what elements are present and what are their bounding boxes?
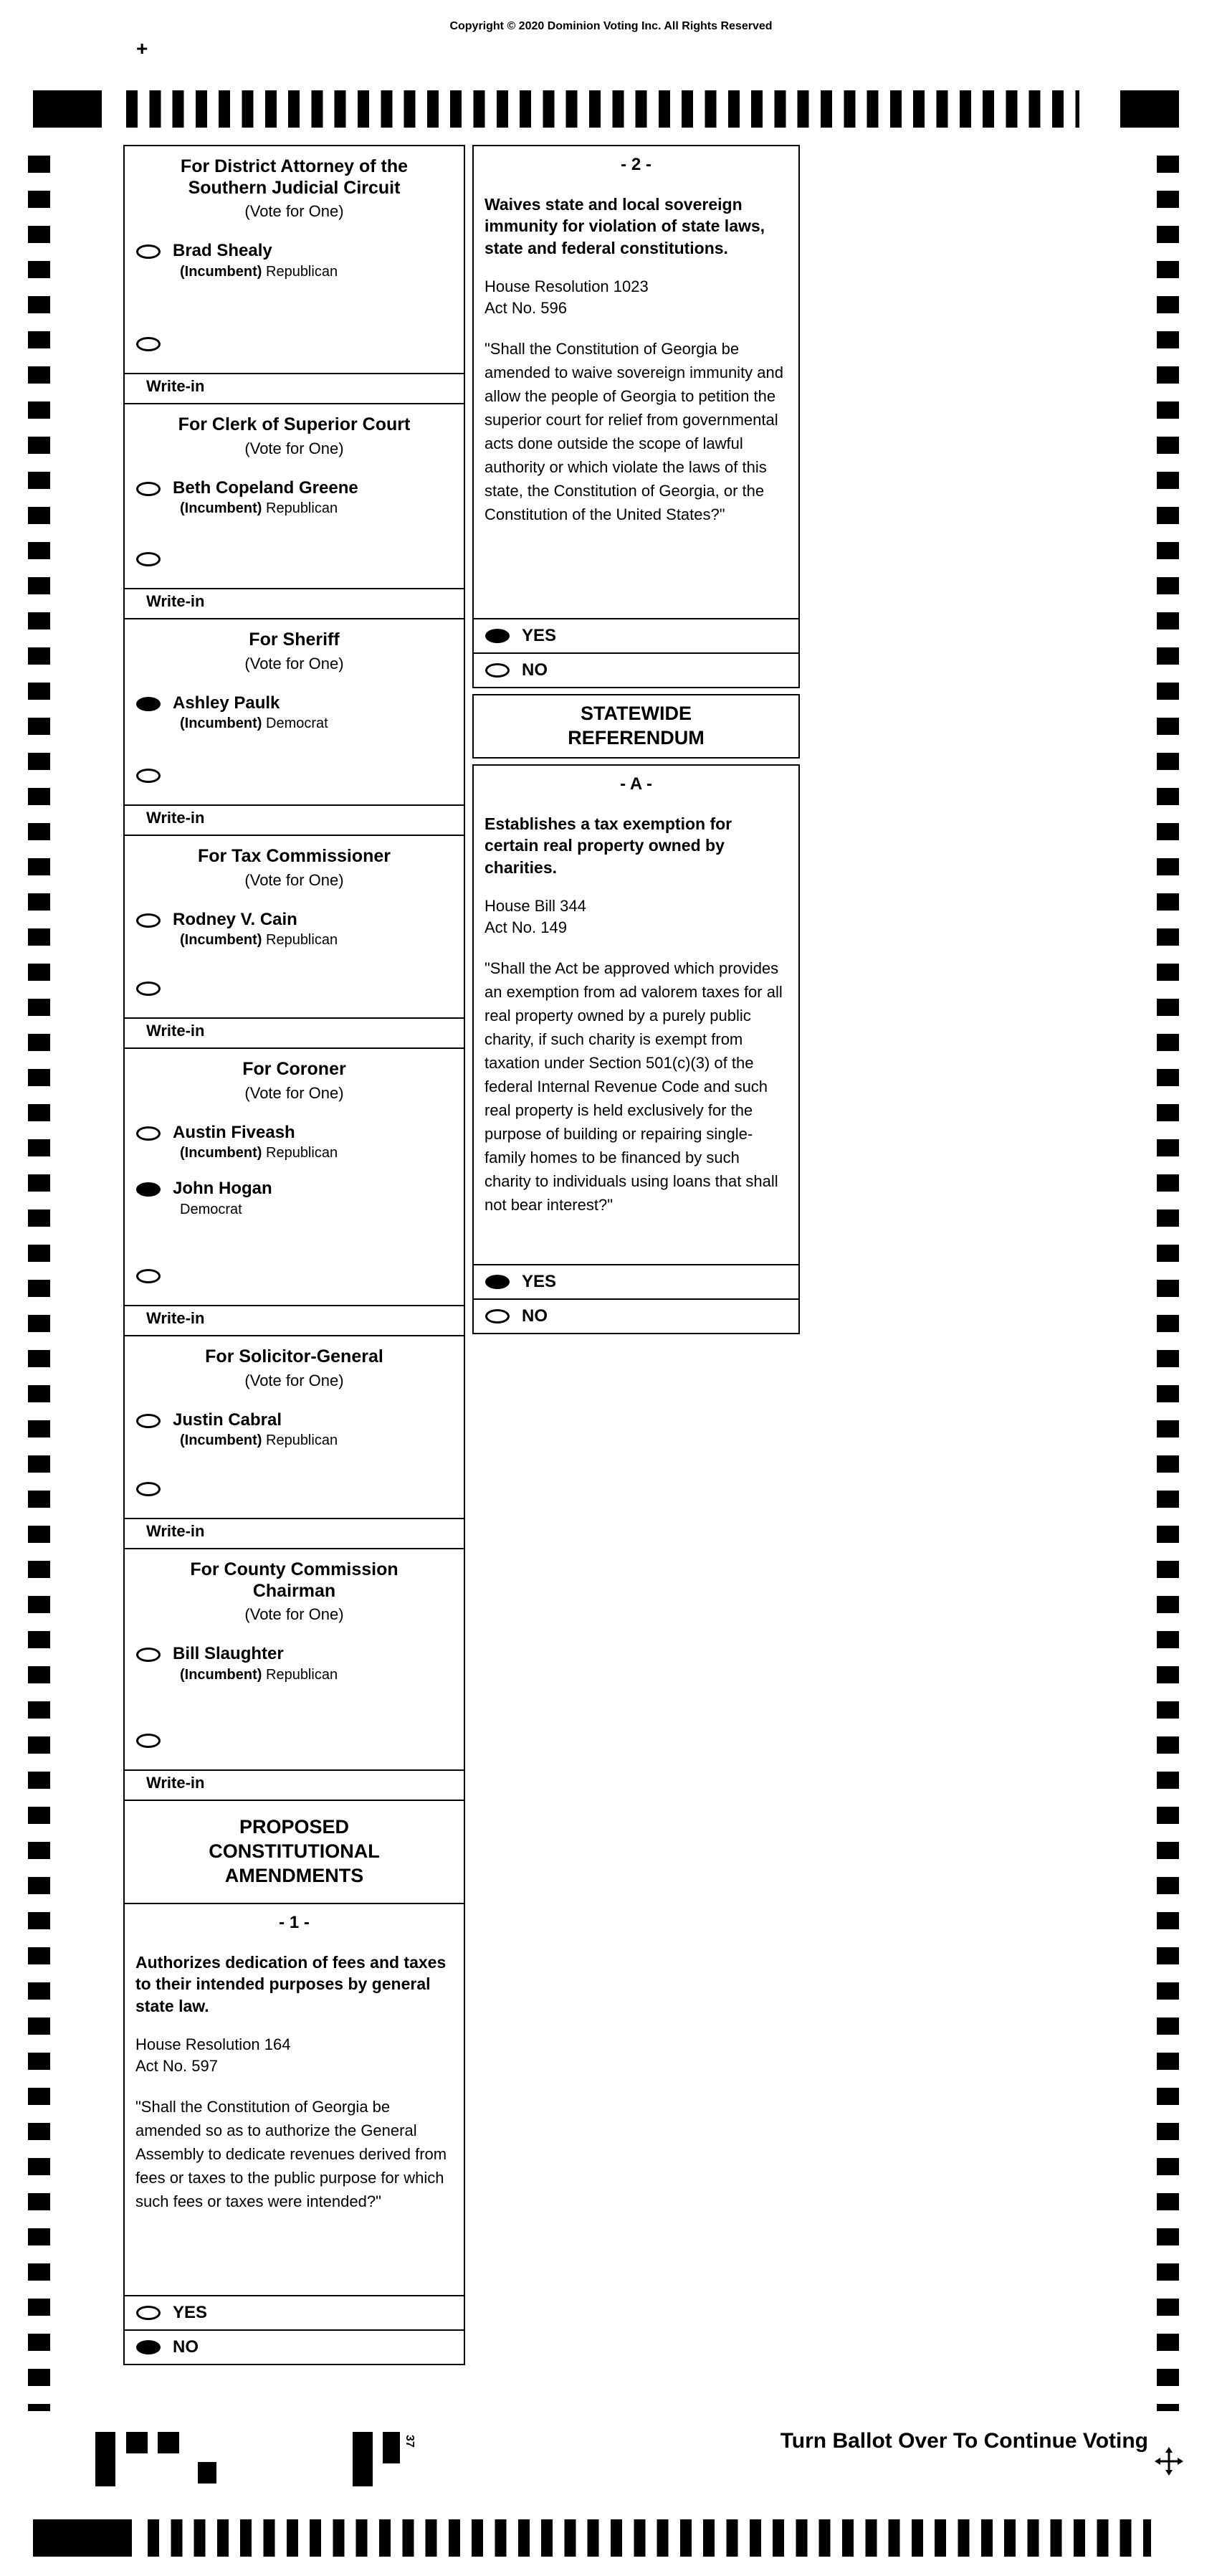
write-in-label: Write-in [146,809,205,827]
amendments-section-header [125,1801,464,1904]
write-in-oval[interactable] [136,552,161,566]
write-in-label: Write-in [146,1022,205,1040]
candidate-incumbent-label: (Incumbent) [180,1432,262,1449]
candidate-oval[interactable] [136,913,161,928]
measure-references [125,2034,464,2076]
candidate-name: Austin Fiveash [173,1122,295,1142]
choice-yes-row [474,618,798,652]
candidate-row [125,1179,464,1218]
candidate-incumbent-label: (Incumbent) [180,1145,262,1161]
vote-for-label: (Vote for One) [244,654,344,672]
measure-question: "Shall the Constitution of Georgia be amended to waive sovereign immunity and allow the people of Georgia to petition the superior court for relief from governmental acts done outside the scope of lawful authority or which violate the laws of this state, the Constitution of Georgia, or the Constitution of the United States?" [484,340,784,524]
candidate-party: Republican [266,932,338,949]
timing-marks-bottom [148,2519,1151,2557]
vote-for-label: (Vote for One) [244,439,344,457]
write-in-oval[interactable] [136,982,161,996]
write-in-oval-row [125,748,464,783]
no-label: NO [173,2337,199,2357]
candidate-party: Republican [266,263,338,280]
candidate-incumbent-label: (Incumbent) [180,1666,262,1683]
section-header-title: PROPOSED CONSTITUTIONAL AMENDMENTS [209,1816,380,1886]
write-in-row[interactable] [125,1305,464,1335]
candidate-party-line [173,716,328,732]
measure-references [474,276,798,318]
candidate-incumbent-label: (Incumbent) [180,716,262,732]
yes-label: YES [522,626,557,645]
candidate-row [125,1644,464,1683]
alignment-cross-icon [1152,2445,1185,2478]
measure-referendum-a [472,764,800,1334]
yes-oval[interactable] [485,1275,510,1289]
measure-question: "Shall the Constitution of Georgia be amended so as to authorize the General Assembly to dedicate revenues derived from fees or taxes to the public purpose for which such fees or taxes were intended?" [135,2098,447,2211]
choice-yes-row [474,1264,798,1298]
measure-summary: Establishes a tax exemption for certain real property owned by charities. [484,814,732,877]
write-in-oval[interactable] [136,1734,161,1748]
write-in-oval[interactable] [136,1269,161,1283]
contest-solicitor-general [125,1336,464,1549]
write-in-oval[interactable] [136,769,161,783]
write-in-oval[interactable] [136,337,161,351]
candidate-incumbent-label: (Incumbent) [180,500,262,517]
candidate-party-line [173,932,338,949]
write-in-oval-row [125,1461,464,1496]
candidate-oval[interactable] [136,1126,161,1141]
measure-number: - A - [620,774,652,794]
candidate-name: John Hogan [173,1179,272,1199]
timing-marks-right [1157,156,1179,2411]
stub-mark [383,2432,400,2463]
write-in-label: Write-in [146,1522,205,1540]
contest-title: For Coroner [242,1059,346,1079]
write-in-oval[interactable] [136,1482,161,1496]
stub-mark [126,2432,148,2453]
write-in-oval-row [125,316,464,351]
measure-amendment-1 [125,1904,464,2364]
candidate-name: Bill Slaughter [173,1644,284,1663]
write-in-label: Write-in [146,1774,205,1792]
write-in-label: Write-in [146,377,205,395]
measure-summary: Authorizes dedication of fees and taxes to their intended purposes by general state law. [135,1953,447,2015]
vote-for-label: (Vote for One) [244,1083,344,1102]
candidate-party-line [173,1667,338,1683]
contest-county-commission-chairman [125,1549,464,1801]
measure-ref-act: Act No. 149 [484,918,567,936]
timing-marks-top [126,90,1079,128]
measure-number: - 1 - [279,1913,310,1932]
contest-title: For Tax Commissioner [197,846,391,866]
timing-mark-block-top-left [33,90,102,128]
contest-title: For Solicitor-General [205,1346,383,1367]
stub-mark [95,2432,115,2486]
candidate-oval[interactable] [136,697,161,711]
candidate-incumbent-label: (Incumbent) [180,263,262,280]
measure-ref-resolution: House Resolution 164 [135,2035,291,2054]
stub-mark [198,2462,216,2484]
choice-no-row [474,1298,798,1333]
contest-title: For Sheriff [249,629,340,650]
candidate-name: Brad Shealy [173,241,272,260]
candidate-party: Republican [266,1432,338,1449]
yes-label: YES [522,1272,557,1291]
ballot-column-left [123,145,465,2365]
stub-mark [158,2432,179,2453]
candidate-row [125,1410,464,1450]
no-oval[interactable] [485,1309,510,1323]
contest-title: For Clerk of Superior Court [178,414,411,434]
candidate-row [125,910,464,949]
timing-mark-block-top-right [1120,90,1179,128]
no-oval[interactable] [136,2340,161,2354]
contest-sheriff [125,619,464,836]
section-header-title: STATEWIDE REFERENDUM [568,703,705,748]
candidate-party: Republican [266,500,338,517]
measure-number: - 2 - [621,155,651,174]
candidate-party: Republican [266,1666,338,1683]
no-oval[interactable] [485,663,510,678]
candidate-name: Justin Cabral [173,1410,282,1430]
candidate-party-line [173,1202,272,1218]
candidate-oval[interactable] [136,482,161,496]
choice-no-row [474,652,798,687]
referendum-section-header [472,694,800,759]
measure-ref-act: Act No. 596 [484,298,567,317]
measure-ref-bill: House Bill 344 [484,897,586,916]
write-in-oval-row [125,531,464,566]
candidate-row [125,693,464,733]
write-in-row[interactable] [125,1518,464,1548]
stub-mark [353,2432,373,2486]
no-label: NO [522,660,548,680]
measure-choices [125,2282,464,2364]
timing-mark-block-bottom-left [33,2519,132,2557]
turn-ballot-over-instruction: Turn Ballot Over To Continue Voting [780,2429,1148,2453]
measure-choices [474,605,798,687]
write-in-row[interactable] [125,1769,464,1800]
yes-oval[interactable] [485,629,510,643]
candidate-row [125,241,464,280]
candidate-name: Rodney V. Cain [173,909,297,929]
choice-no-row [125,2329,464,2364]
contest-title: For District Attorney of the Southern Judicial Circuit [180,156,409,198]
candidate-party-line [173,264,338,280]
measure-summary: Waives state and local sovereign immunity for violation of state laws, state and federal constitutions. [484,195,765,257]
contest-coroner [125,1049,464,1336]
measure-amendment-2 [472,145,800,688]
candidate-name: Ashley Paulk [173,693,280,713]
vote-for-label: (Vote for One) [244,1605,344,1623]
measure-question: "Shall the Act be approved which provides an exemption from ad valorem taxes for all real property owned by a purely public charity, if such charity is exempt from taxation under Section 501(c)(3) of the federal Internal Revenue Code and such real property is held exclusively for the purpose of building or repairing single-family homes to be financed by such charity to individuals using loans that shall not bear interest?" [484,959,783,1215]
candidate-name: Beth Copeland Greene [173,477,358,498]
candidate-party: Democrat [180,1201,242,1217]
candidate-incumbent-label: (Incumbent) [180,932,262,949]
candidate-party-line [173,500,358,517]
contest-tax-commissioner [125,836,464,1049]
choice-yes-row [125,2295,464,2329]
write-in-row[interactable] [125,588,464,618]
write-in-label: Write-in [146,1309,205,1327]
candidate-oval[interactable] [136,1182,161,1197]
stub-number: 37 [404,2435,416,2448]
candidate-party: Democrat [266,716,328,732]
write-in-row[interactable] [125,373,464,403]
contest-district-attorney [125,146,464,404]
candidate-row [125,1123,464,1162]
measure-ref-act: Act No. 597 [135,2056,218,2075]
vote-for-label: (Vote for One) [244,870,344,889]
timing-marks-left [28,156,50,2411]
yes-label: YES [173,2303,208,2322]
ballot-column-right [472,145,800,1334]
no-label: NO [522,1306,548,1326]
candidate-oval[interactable] [136,244,161,259]
yes-oval[interactable] [136,2306,161,2320]
write-in-oval-row [125,961,464,996]
write-in-label: Write-in [146,592,205,610]
vote-for-label: (Vote for One) [244,1371,344,1389]
measure-ref-resolution: House Resolution 1023 [484,277,649,296]
candidate-row [125,478,464,518]
registration-plus-mark: + [136,37,148,60]
copyright-text: Copyright © 2020 Dominion Voting Inc. All Rights Reserved [449,20,773,32]
contest-title: For County Commission Chairman [190,1559,398,1601]
contest-clerk-superior-court [125,404,464,619]
vote-for-label: (Vote for One) [244,202,344,220]
write-in-row[interactable] [125,1017,464,1047]
candidate-oval[interactable] [136,1648,161,1662]
measure-references [474,895,798,938]
measure-choices [474,1251,798,1333]
write-in-oval-row [125,1248,464,1283]
write-in-row[interactable] [125,804,464,835]
candidate-party-line [173,1432,338,1449]
write-in-oval-row [125,1713,464,1748]
candidate-party: Republican [266,1145,338,1161]
candidate-party-line [173,1145,338,1161]
candidate-oval[interactable] [136,1414,161,1428]
